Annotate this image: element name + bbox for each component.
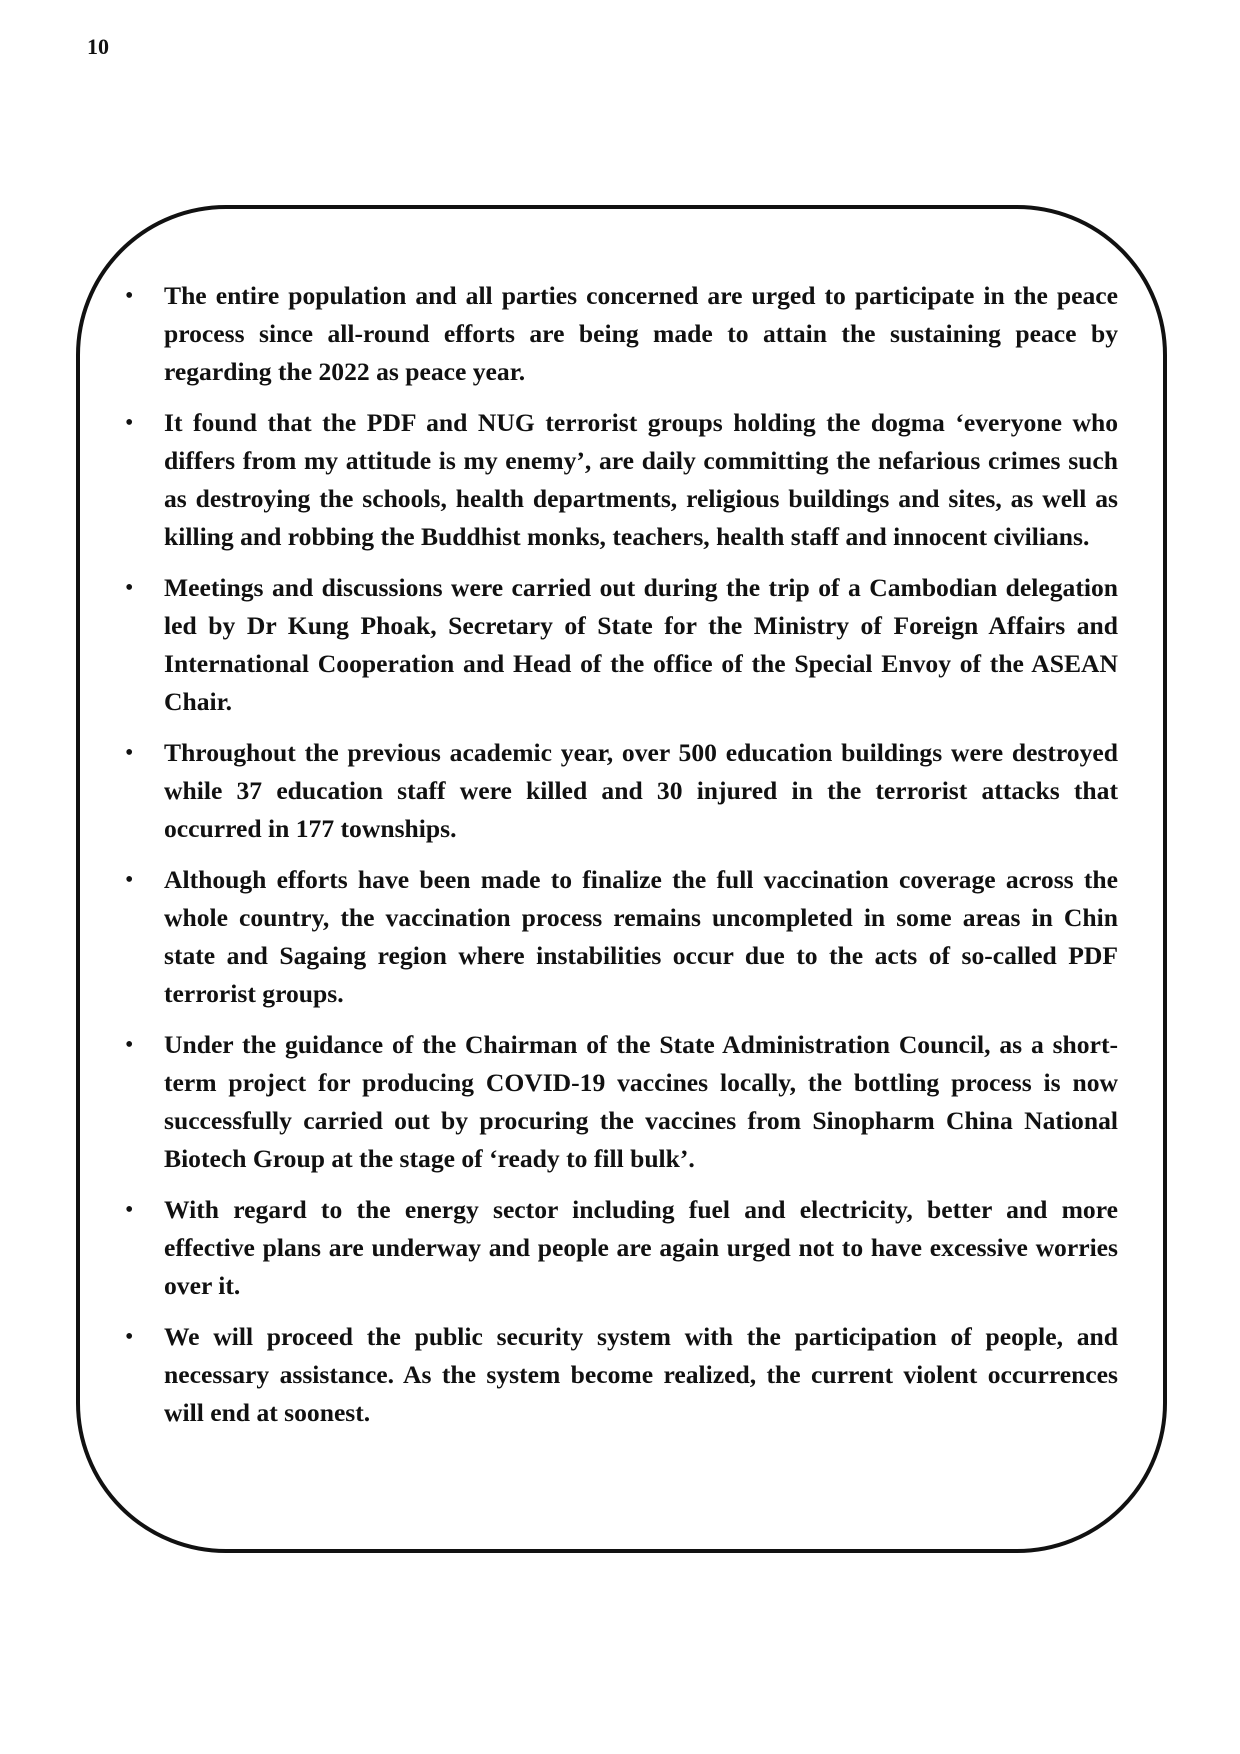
- bullet-dot-icon: •: [125, 1197, 134, 1223]
- bullet-text: With regard to the energy sector including fuel and electricity, better and more effective plans are underway and people are again urged not to have excessive worries over it.: [164, 1195, 1118, 1300]
- bullet-dot-icon: •: [125, 740, 134, 766]
- bullet-item-3: [123, 569, 1118, 721]
- bullet-dot-icon: •: [125, 1324, 134, 1350]
- bullet-item-4: [123, 734, 1118, 848]
- bullet-item-7: [123, 1191, 1118, 1305]
- bullet-dot-icon: •: [125, 410, 134, 436]
- bullet-text: Meetings and discussions were carried out during the trip of a Cambodian delegation led by Dr Kung Phoak, Secretary of State for the Ministry of Foreign Affairs and International Cooperation and Head of the office of the Special Envoy of the ASEAN Chair.: [164, 573, 1118, 716]
- bullet-item-1: [123, 277, 1118, 391]
- bullet-item-6: [123, 1026, 1118, 1178]
- bullet-text: Although efforts have been made to finalize the full vaccination coverage across the whole country, the vaccination process remains uncompleted in some areas in Chin state and Sagaing region where instabilities occur due to the acts of so-called PDF terrorist groups.: [164, 865, 1118, 1008]
- bullet-dot-icon: •: [125, 1032, 134, 1058]
- bullet-text: Throughout the previous academic year, over 500 education buildings were destroyed while 37 education staff were killed and 30 injured in the terrorist attacks that occurred in 177 townships.: [164, 738, 1118, 843]
- bullet-dot-icon: •: [125, 867, 134, 893]
- bullet-text: The entire population and all parties concerned are urged to participate in the peace process since all-round efforts are being made to attain the sustaining peace by regarding the 2022 as peace year.: [164, 281, 1118, 386]
- bullet-dot-icon: •: [125, 575, 134, 601]
- bullet-dot-icon: •: [125, 283, 134, 309]
- bullet-item-2: [123, 404, 1118, 556]
- bullet-text: It found that the PDF and NUG terrorist groups holding the dogma ‘everyone who differs from my attitude is my enemy’, are daily committing the nefarious crimes such as destroying the schools, health departments, religious buildings and sites, as well as killing and robbing the Buddhist monks, teachers, health staff and innocent civilians.: [164, 408, 1118, 551]
- bullet-text: We will proceed the public security system with the participation of people, and necessary assistance. As the system become realized, the current violent occurrences will end at soonest.: [164, 1322, 1118, 1427]
- bullet-list: [123, 277, 1118, 1445]
- bullet-text: Under the guidance of the Chairman of the State Administration Council, as a short-term project for producing COVID-19 vaccines locally, the bottling process is now successfully carried out by procuring the vaccines from Sinopharm China National Biotech Group at the stage of ‘ready to fill bulk’.: [164, 1030, 1118, 1173]
- bullet-item-5: [123, 861, 1118, 1013]
- bullet-item-8: [123, 1318, 1118, 1432]
- page-number: 10: [87, 34, 109, 59]
